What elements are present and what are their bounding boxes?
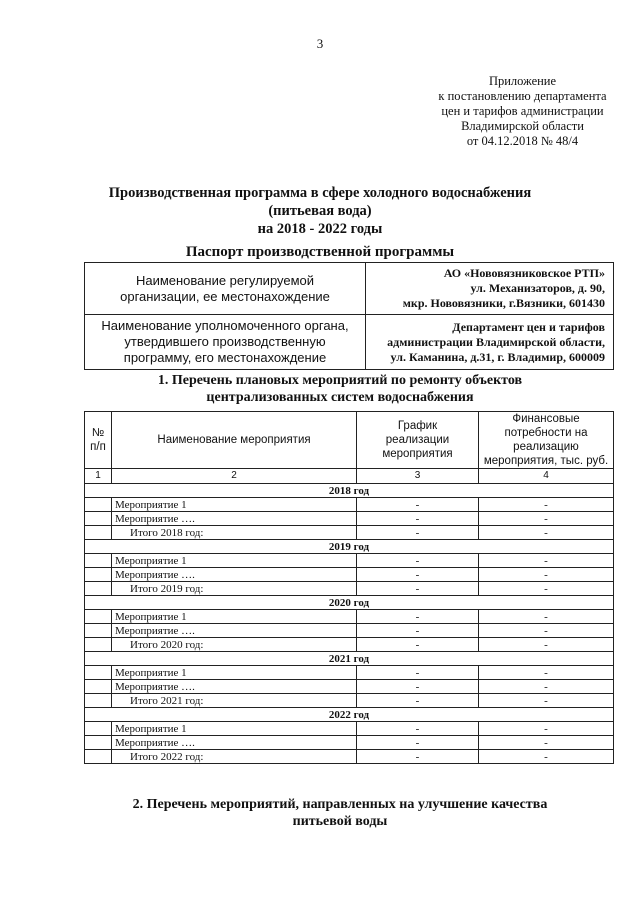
measure-name: Мероприятие …. [112,736,357,750]
header-line: Наименование мероприятия [157,434,311,446]
passport-value-line: мкр. Нововязники, г.Вязники, 601430 [402,296,605,310]
cost-cell: - [479,610,614,624]
schedule-cell: - [357,582,479,596]
section-2-heading [60,796,620,830]
header-line: График [397,420,438,432]
table-row [85,722,614,736]
schedule-cell: - [357,750,479,764]
schedule-cell: - [357,610,479,624]
row-number-cell [85,638,112,652]
column-number: 4 [479,469,614,484]
total-label: Итого 2019 год: [112,582,357,596]
passport-value-line: АО «Нововязниковское РТП» [443,266,605,280]
table-row [85,568,614,582]
schedule-cell: - [357,638,479,652]
cost-cell: - [479,750,614,764]
schedule-cell: - [357,722,479,736]
appendix-line: Владимирской области [461,119,584,133]
section-heading-line: 2. Перечень мероприятий, направленных на улучшение качества [132,797,548,812]
passport-label-line: Наименование регулируемой [135,272,315,288]
total-row [85,750,614,764]
measure-name: Мероприятие …. [112,680,357,694]
table-header-row [85,412,614,469]
row-number-cell [85,554,112,568]
row-number-cell [85,722,112,736]
year-row [85,484,614,498]
schedule-cell: - [357,554,479,568]
total-label: Итого 2020 год: [112,638,357,652]
measure-name: Мероприятие 1 [112,498,357,512]
row-number-cell [85,694,112,708]
row-number-cell [85,750,112,764]
year-label: 2021 год [85,652,614,666]
header-line: Финансовые [512,413,580,425]
appendix-block [420,74,625,149]
passport-value [366,315,614,370]
passport-label-line: Наименование уполномоченного органа, [101,318,349,333]
passport-table [84,262,614,370]
schedule-cell: - [357,736,479,750]
schedule-cell: - [357,694,479,708]
schedule-cell: - [357,680,479,694]
header-cell-name [112,412,357,469]
table-row [85,554,614,568]
schedule-cell: - [357,512,479,526]
measure-name: Мероприятие …. [112,624,357,638]
appendix-line: Приложение [488,74,557,88]
total-label: Итого 2018 год: [112,526,357,540]
cost-cell: - [479,736,614,750]
section-heading-line: 1. Перечень плановых мероприятий по ремонту объектов [157,373,523,388]
row-number-cell [85,582,112,596]
header-cell-cost [479,412,614,469]
appendix-line: к постановлению департамента [438,89,607,103]
passport-row [85,263,614,315]
header-line: № [91,427,105,439]
header-line: реализации [385,434,450,446]
total-label: Итого 2021 год: [112,694,357,708]
measures-table-body [85,484,614,764]
title-line: на 2018 - 2022 годы [257,221,383,237]
appendix-line: от 04.12.2018 № 48/4 [466,134,579,148]
passport-row [85,315,614,370]
column-number: 2 [112,469,357,484]
cost-cell: - [479,582,614,596]
year-row [85,596,614,610]
cost-cell: - [479,694,614,708]
schedule-cell: - [357,526,479,540]
schedule-cell: - [357,498,479,512]
schedule-cell: - [357,568,479,582]
row-number-cell [85,666,112,680]
cost-cell: - [479,498,614,512]
table-row [85,512,614,526]
year-label: 2018 год [85,484,614,498]
column-number: 1 [85,469,112,484]
appendix-line: цен и тарифов администрации [441,104,604,118]
total-row [85,582,614,596]
year-label: 2020 год [85,596,614,610]
schedule-cell: - [357,666,479,680]
cost-cell: - [479,624,614,638]
year-row [85,540,614,554]
section-1-heading [60,372,620,406]
table-row [85,498,614,512]
passport-label [85,315,366,370]
document-title [60,184,580,238]
measures-table [84,411,614,764]
measure-name: Мероприятие 1 [112,666,357,680]
table-row [85,680,614,694]
passport-value-line: Департамент цен и тарифов [452,319,605,334]
year-label: 2019 год [85,540,614,554]
measure-name: Мероприятие …. [112,568,357,582]
measure-name: Мероприятие 1 [112,610,357,624]
year-row [85,652,614,666]
page-number: 3 [316,36,324,51]
measure-name: Мероприятие 1 [112,554,357,568]
year-label: 2022 год [85,708,614,722]
cost-cell: - [479,526,614,540]
header-line: мероприятия, тыс. руб. [483,455,609,467]
total-row [85,638,614,652]
passport-label [85,263,366,315]
table-row [85,624,614,638]
title-line: (питьевая вода) [268,203,372,219]
header-line: п/п [90,441,106,453]
row-number-cell [85,610,112,624]
passport-label-line: утвердившего производственную [124,334,326,349]
cost-cell: - [479,512,614,526]
header-cell-number [85,412,112,469]
cost-cell: - [479,680,614,694]
row-number-cell [85,498,112,512]
cost-cell: - [479,638,614,652]
section-heading-line: питьевой воды [292,814,388,829]
cost-cell: - [479,568,614,582]
cost-cell: - [479,666,614,680]
column-number: 3 [357,469,479,484]
header-line: мероприятия [382,448,453,460]
header-cell-schedule [357,412,479,469]
title-line: Производственная программа в сфере холодного водоснабжения [108,185,532,201]
total-row [85,694,614,708]
passport-label-line: программу, его местонахождение [123,350,327,365]
table-row [85,666,614,680]
table-row [85,736,614,750]
row-number-cell [85,568,112,582]
section-heading-line: централизованных систем водоснабжения [206,390,474,405]
row-number-cell [85,526,112,540]
header-line: реализацию [513,441,579,453]
passport-label-line: организации, ее местонахождение [120,288,330,304]
passport-value [366,263,614,315]
total-row [85,526,614,540]
year-row [85,708,614,722]
header-line: потребности на [504,427,588,439]
total-label: Итого 2022 год: [112,750,357,764]
cost-cell: - [479,722,614,736]
table-row [85,610,614,624]
measure-name: Мероприятие 1 [112,722,357,736]
row-number-cell [85,624,112,638]
row-number-cell [85,512,112,526]
column-number-row [85,469,614,484]
row-number-cell [85,680,112,694]
measure-name: Мероприятие …. [112,512,357,526]
passport-value-line: администрации Владимирской области, [387,334,605,349]
passport-value-line: ул. Механизаторов, д. 90, [470,281,605,295]
passport-value-line: ул. Каманина, д.31, г. Владимир, 600009 [390,349,605,364]
schedule-cell: - [357,624,479,638]
row-number-cell [85,736,112,750]
cost-cell: - [479,554,614,568]
passport-heading: Паспорт производственной программы [185,244,455,260]
